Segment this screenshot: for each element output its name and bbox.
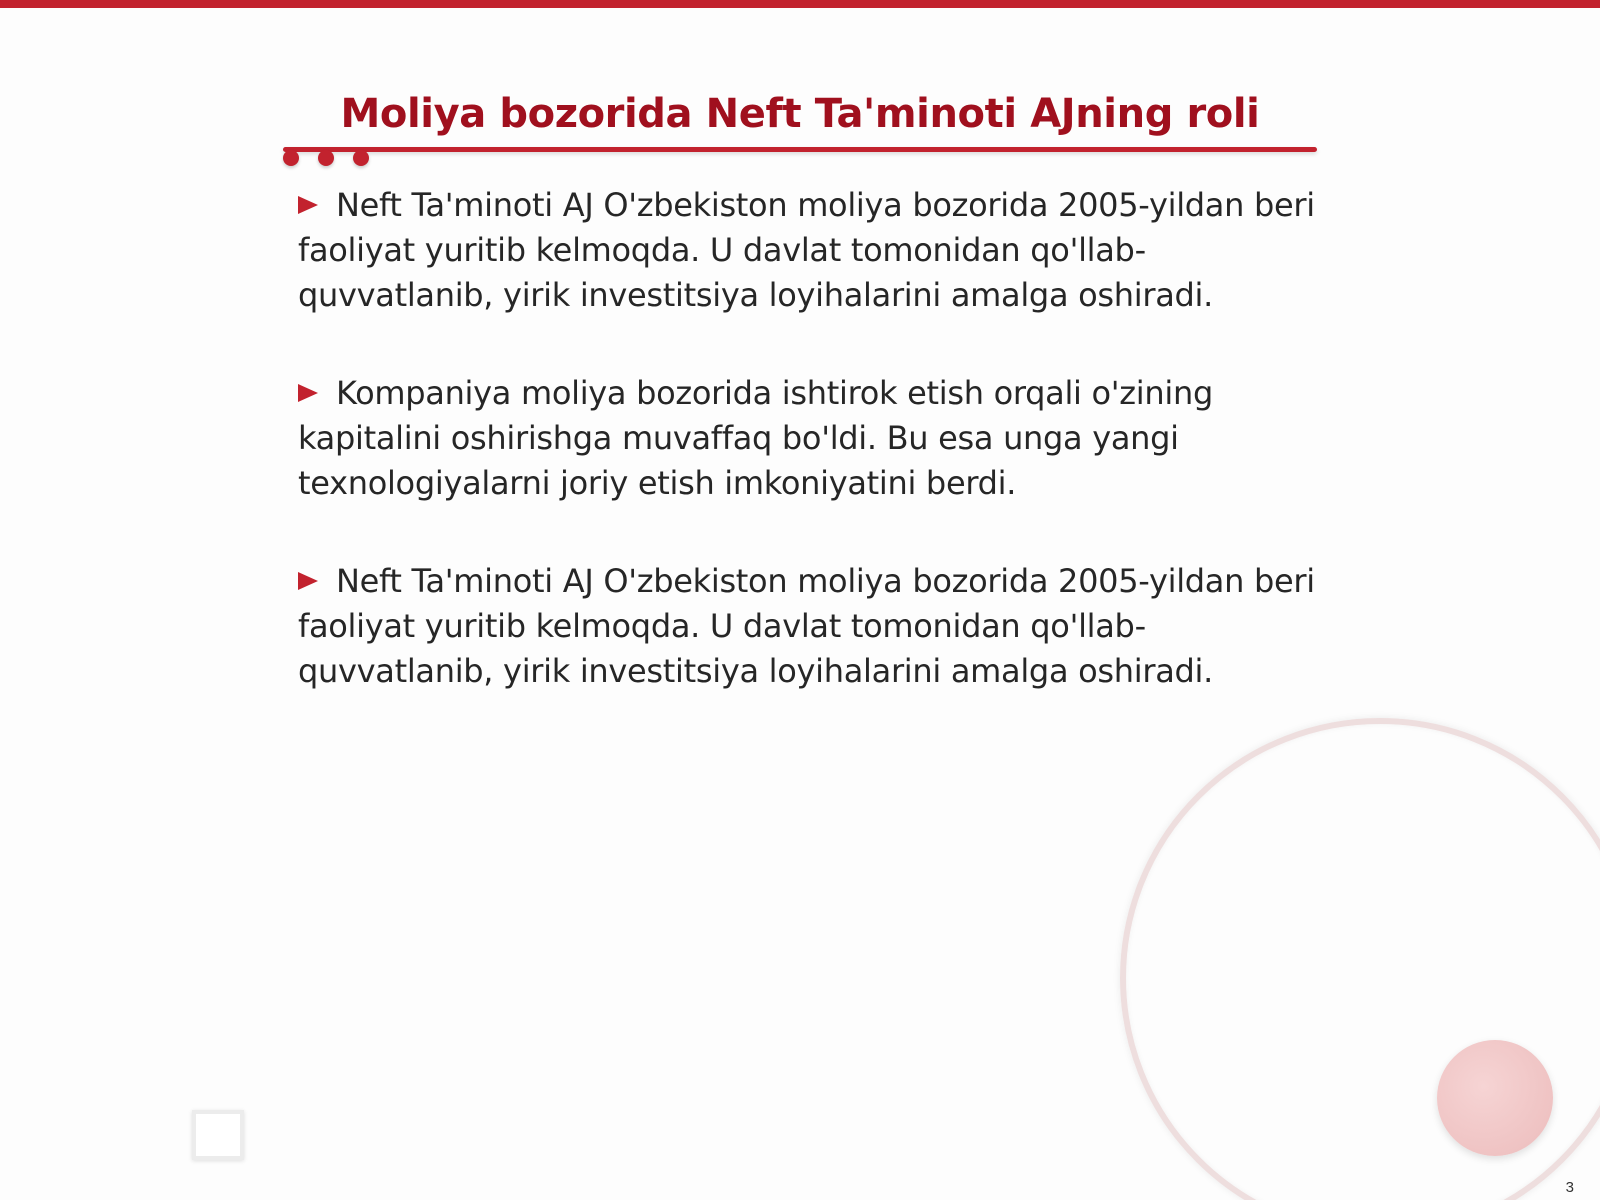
bullet-text: Neft Ta'minoti AJ O'zbekiston moliya bozorida 2005-yildan beri faoliyat yuritib kelmoqda. U davlat tomonidan qo'llab-quvvatlanib, yirik investitsiya loyihalarini amalga oshiradi. — [298, 186, 1315, 314]
bullet-item — [298, 559, 1318, 694]
bullet-item — [298, 371, 1318, 506]
triangle-right-icon — [298, 572, 318, 590]
page-number: 3 — [1565, 1179, 1574, 1196]
decorative-dot — [283, 150, 299, 166]
decorative-dot — [353, 150, 369, 166]
bullet-text: Neft Ta'minoti AJ O'zbekiston moliya bozorida 2005-yildan beri faoliyat yuritib kelmoqda. U davlat tomonidan qo'llab-quvvatlanib, yirik investitsiya loyihalarini amalga oshiradi. — [298, 562, 1315, 690]
top-accent-bar — [0, 0, 1600, 8]
title-underline — [283, 147, 1317, 152]
bullet-list — [298, 183, 1318, 747]
decorative-disc — [1437, 1040, 1553, 1156]
triangle-right-icon — [298, 196, 318, 214]
slide-title: Moliya bozorida Neft Ta'minoti AJning roli — [340, 90, 1260, 137]
decorative-dot — [318, 150, 334, 166]
bullet-text: Kompaniya moliya bozorida ishtirok etish orqali o'zining kapitalini oshirishga muvaffaq bo'ldi. Bu esa unga yangi texnologiyalarni joriy etish imkoniyatini berdi. — [298, 374, 1213, 502]
bullet-item — [298, 183, 1318, 318]
triangle-right-icon — [298, 384, 318, 402]
decorative-square — [192, 1110, 244, 1160]
